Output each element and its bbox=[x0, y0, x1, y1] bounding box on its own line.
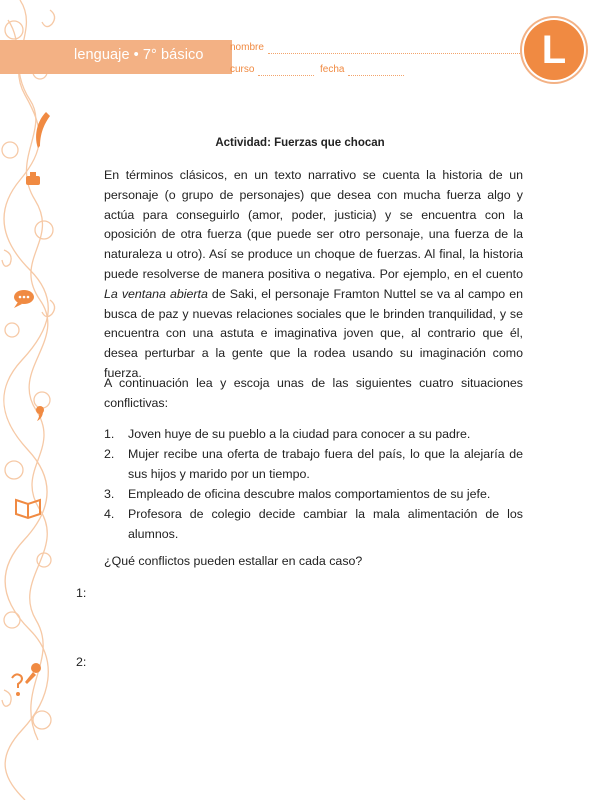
curso-field[interactable] bbox=[258, 75, 314, 76]
nombre-label: nombre bbox=[230, 42, 264, 53]
curso-label: curso bbox=[230, 64, 255, 75]
list-item: 3. Empleado de oficina descubre malos comportamientos de su jefe. bbox=[104, 487, 491, 501]
subject-badge: L bbox=[524, 20, 584, 80]
fecha-field[interactable] bbox=[348, 75, 404, 76]
subject-label bbox=[74, 47, 204, 63]
intro-text-b: de Saki, el personaje Framton Nuttel se va al campo en busca de paz y nuevas relaciones sociales que le brinden tranquilidad, y se encuentra con una astuta e imaginativa joven que, al contrario que él, desea perturbar a la gente que la rodea usando su imaginación como fuerza. bbox=[104, 286, 523, 380]
decorative-margin bbox=[0, 0, 62, 800]
question-mark-icon bbox=[12, 674, 22, 695]
grade-label: 7° básico bbox=[142, 47, 204, 63]
fecha-label: fecha bbox=[320, 64, 345, 75]
subject-name: lenguaje bbox=[74, 47, 130, 63]
answer-2-label: 2: bbox=[76, 655, 87, 669]
speech-bubble-icon bbox=[14, 290, 34, 308]
story-title: La ventana abierta bbox=[104, 286, 208, 301]
answer-1-label: 1: bbox=[76, 586, 87, 600]
list-item: 2. Mujer recibe una oferta de trabajo fuera del país, lo que la alejaría de sus hijos y marido por un tiempo. bbox=[104, 447, 523, 481]
situations-list bbox=[104, 424, 523, 544]
intro-text-a: En términos clásicos, en un texto narrativo se cuenta la historia de un personaje (o grupo de personajes) que desea con mucha fuerza algo y actúa para conseguirlo (amor, poder, justicia) y se encuentra con la oposición de otra fuerza (que puede ser otro personaje, una fuerza de la naturaleza u otro). Así se produce un choque de fuerzas. Al final, la historia puede resolverse de manera positiva o negativa. Por ejemplo, en el cuento bbox=[104, 168, 523, 281]
nombre-field[interactable] bbox=[268, 53, 524, 54]
list-item: 1. Joven huye de su pueblo a la ciudad para conocer a su padre. bbox=[104, 427, 471, 441]
inkwell-icon bbox=[26, 172, 40, 185]
activity-title: Actividad: Fuerzas que chocan bbox=[215, 137, 385, 149]
subject-separator: • bbox=[133, 47, 139, 63]
conflict-question: ¿Qué conflictos pueden estallar en cada caso? bbox=[104, 554, 363, 568]
list-item: 4. Profesora de colegio decide cambiar la mala alimentación de los alumnos. bbox=[104, 507, 523, 541]
instruction-paragraph: A continuación lea y escoja unas de las siguientes cuatro situaciones conflictivas: bbox=[104, 376, 523, 410]
intro-paragraph bbox=[104, 166, 523, 384]
microphone-icon bbox=[25, 663, 41, 684]
comma-icon bbox=[36, 406, 44, 421]
